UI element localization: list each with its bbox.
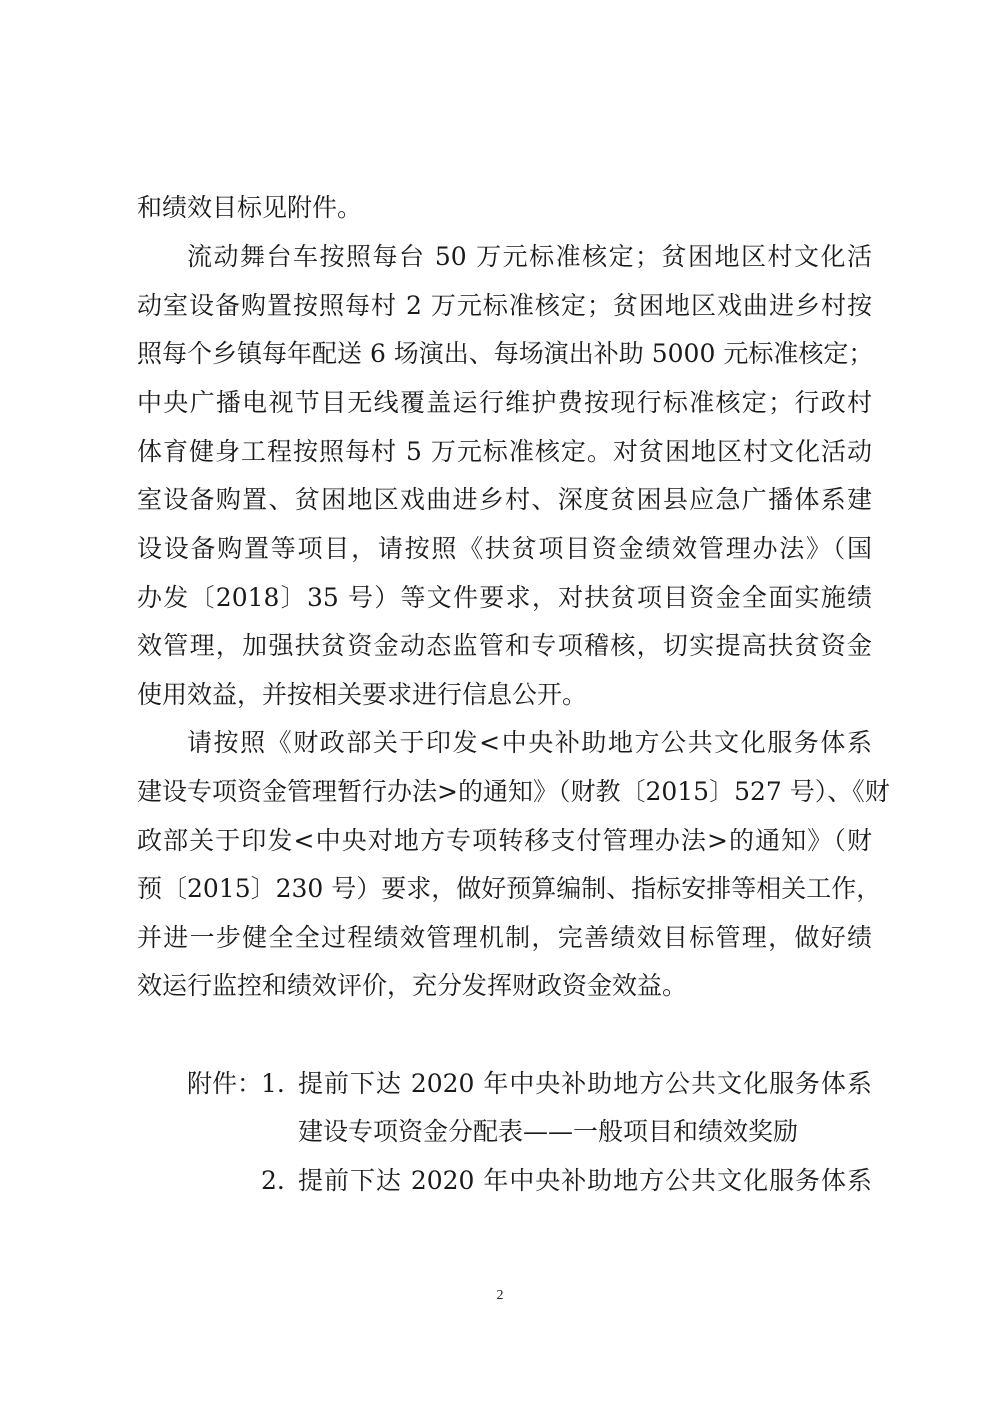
attachment-title-continued: 建设专项资金分配表——一般项目和绩效奖励 bbox=[298, 1117, 799, 1146]
page-number: 2 bbox=[496, 1288, 504, 1303]
attachment-title: 提前下达 2020 年中央补助地方公共文化服务体系 bbox=[298, 1166, 872, 1195]
text-line: 流动舞台车按照每台 50 万元标准核定；贫困地区村文化活 bbox=[187, 242, 872, 271]
text-line: 室设备购置、贫困地区戏曲进乡村、深度贫困县应急广播体系建 bbox=[137, 485, 872, 514]
attachment-title: 提前下达 2020 年中央补助地方公共文化服务体系 bbox=[298, 1069, 872, 1098]
attachments-label: 附件： bbox=[187, 1069, 263, 1098]
text-line: 照每个乡镇每年配送 6 场演出、每场演出补助 5000 元标准核定； bbox=[137, 339, 874, 368]
text-line: 使用效益，并按相关要求进行信息公开。 bbox=[137, 680, 588, 709]
text-line: 和绩效目标见附件。 bbox=[137, 193, 363, 222]
text-line: 体育健身工程按照每村 5 万元标准核定。对贫困地区村文化活动 bbox=[137, 437, 872, 466]
text-line: 请按照《财政部关于印发<中央补助地方公共文化服务体系 bbox=[187, 728, 872, 757]
text-line: 设设备购置等项目，请按照《扶贫项目资金绩效管理办法》（国 bbox=[137, 534, 872, 563]
text-line: 政部关于印发<中央对地方专项转移支付管理办法>的通知》（财 bbox=[137, 826, 872, 855]
text-line: 中央广播电视节目无线覆盖运行维护费按现行标准核定；行政村 bbox=[137, 388, 872, 417]
attachment-number: 2. bbox=[261, 1166, 285, 1195]
text-line: 动室设备购置按照每村 2 万元标准核定；贫困地区戏曲进乡村按 bbox=[137, 291, 872, 320]
text-line: 办发〔2018〕35 号）等文件要求，对扶贫项目资金全面实施绩 bbox=[137, 583, 872, 612]
text-line: 效管理，加强扶贫资金动态监管和专项稽核，切实提高扶贫资金 bbox=[137, 631, 872, 660]
attachment-number: 1. bbox=[261, 1069, 285, 1098]
text-line: 预〔2015〕230 号）要求，做好预算编制、指标安排等相关工作， bbox=[137, 874, 882, 903]
text-line: 建设专项资金管理暂行办法>的通知》（财教〔2015〕527 号）、《财 bbox=[137, 777, 890, 806]
text-line: 效运行监控和绩效评价，充分发挥财政资金效益。 bbox=[137, 971, 688, 1000]
text-line: 并进一步健全全过程绩效管理机制，完善绩效目标管理，做好绩 bbox=[137, 923, 872, 952]
